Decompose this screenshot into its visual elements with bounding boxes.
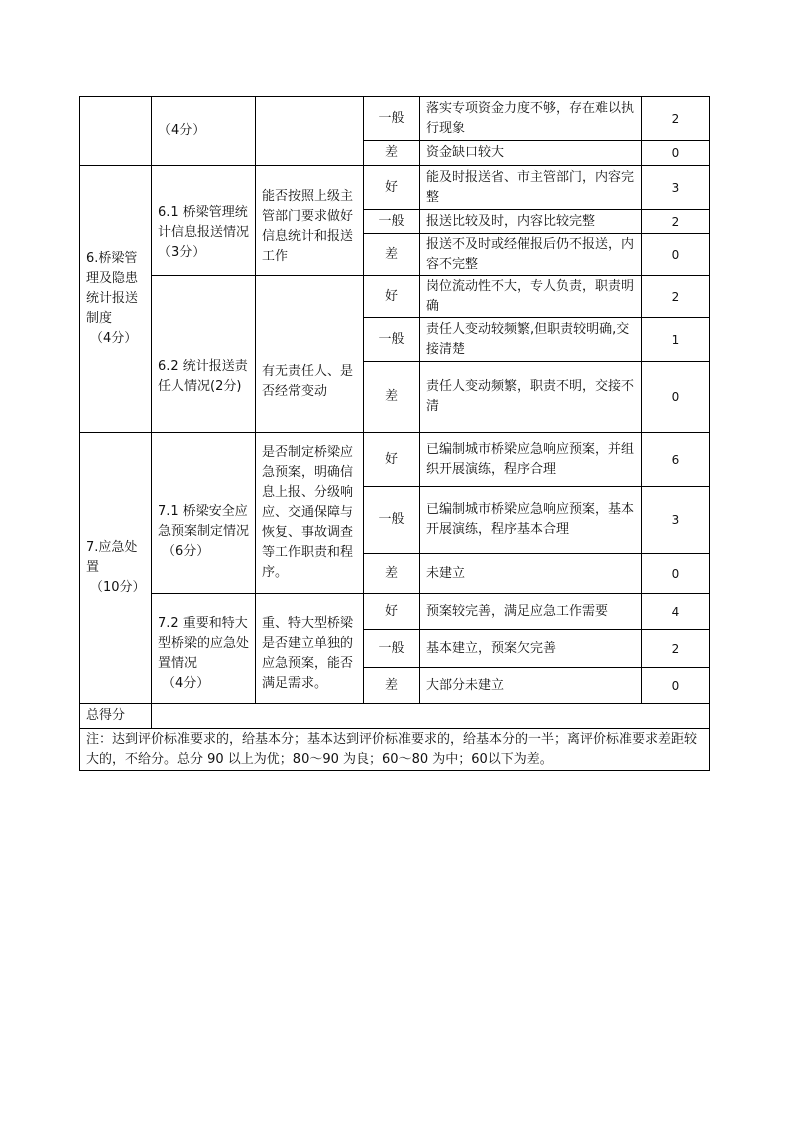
category-points: （4分）	[90, 331, 138, 346]
criteria-text: 责任人变动频繁，职责不明，交接不清	[420, 362, 642, 433]
subitem-title: 7.1 桥梁安全应急预案制定情况	[158, 504, 250, 539]
subitem-title-cell	[152, 594, 256, 704]
score-value: 0	[642, 668, 710, 704]
score-value: 4	[642, 594, 710, 630]
category-cell-6	[80, 166, 152, 433]
criteria-text: 报送比较及时，内容比较完整	[420, 210, 642, 234]
level-label: 一般	[364, 630, 420, 668]
subitem-question: 有无责任人、是否经常变动	[256, 276, 364, 433]
subitem-title: 6.1 桥梁管理统计信息报送情况（3分）	[152, 166, 256, 276]
criteria-text: 能及时报送省、市主管部门，内容完整	[420, 166, 642, 210]
criteria-text: 已编制城市桥梁应急响应预案，并组织开展演练，程序合理	[420, 433, 642, 487]
category-points: （10分）	[90, 580, 146, 595]
subitem-points: （4分）	[162, 675, 210, 691]
criteria-text: 资金缺口较大	[420, 141, 642, 166]
evaluation-table	[79, 96, 710, 771]
criteria-text: 报送不及时或经催报后仍不报送，内容不完整	[420, 234, 642, 276]
subitem-question: 重、特大型桥梁是否建立单独的应急预案，能否满足需求。	[256, 594, 364, 704]
score-value: 2	[642, 630, 710, 668]
criteria-text: 落实专项资金力度不够，存在难以执行现象	[420, 97, 642, 141]
score-value: 2	[642, 97, 710, 141]
subitem-question: 能否按照上级主管部门要求做好信息统计和报送工作	[256, 166, 364, 276]
level-label: 好	[364, 166, 420, 210]
level-label: 差	[364, 554, 420, 594]
level-label: 一般	[364, 97, 420, 141]
empty-question-cell	[256, 97, 364, 166]
criteria-text: 已编制城市桥梁应急响应预案，基本开展演练，程序基本合理	[420, 487, 642, 554]
subitem-question: 是否制定桥梁应急预案，明确信息上报、分级响应、交通保障与恢复、事故调查等工作职责和程序。	[256, 433, 364, 594]
subitem-title: 7.2 重要和特大型桥梁的应急处置情况	[158, 615, 250, 671]
level-label: 一般	[364, 487, 420, 554]
criteria-text: 岗位流动性不大，专人负责，职责明确	[420, 276, 642, 318]
level-label: 差	[364, 141, 420, 166]
level-label: 一般	[364, 210, 420, 234]
score-value: 0	[642, 362, 710, 433]
footnote: 注：达到评价标准要求的，给基本分；基本达到评价标准要求的，给基本分的一半；离评价标准要求差距较大的，不给分。总分 90 以上为优；80～90 为良；60～80 为中；60以下为差。	[80, 729, 710, 771]
score-value: 3	[642, 166, 710, 210]
subitem-title: 6.2 统计报送责任人情况(2分)	[152, 276, 256, 433]
level-label: 差	[364, 234, 420, 276]
subitem-points: （6分）	[162, 544, 210, 559]
subitem-title-cell	[152, 433, 256, 594]
item-points: （4分）	[152, 97, 256, 166]
score-value: 1	[642, 318, 710, 362]
level-label: 差	[364, 668, 420, 704]
criteria-text: 基本建立，预案欠完善	[420, 630, 642, 668]
score-value: 0	[642, 141, 710, 166]
score-value: 2	[642, 276, 710, 318]
score-value: 0	[642, 234, 710, 276]
category-title: 6.桥梁管理及隐患统计报送制度	[86, 251, 139, 326]
total-score-value	[152, 704, 710, 729]
level-label: 差	[364, 362, 420, 433]
level-label: 好	[364, 433, 420, 487]
criteria-text: 责任人变动较频繁,但职责较明确,交接清楚	[420, 318, 642, 362]
category-cell-7	[80, 433, 152, 704]
criteria-text: 未建立	[420, 554, 642, 594]
total-score-label: 总得分	[80, 704, 152, 729]
score-value: 2	[642, 210, 710, 234]
category-title: 7.应急处置	[86, 540, 138, 575]
level-label: 好	[364, 594, 420, 630]
score-value: 3	[642, 487, 710, 554]
criteria-text: 大部分未建立	[420, 668, 642, 704]
criteria-text: 预案较完善，满足应急工作需要	[420, 594, 642, 630]
score-value: 0	[642, 554, 710, 594]
score-value: 6	[642, 433, 710, 487]
empty-category-cell	[80, 97, 152, 166]
level-label: 好	[364, 276, 420, 318]
level-label: 一般	[364, 318, 420, 362]
